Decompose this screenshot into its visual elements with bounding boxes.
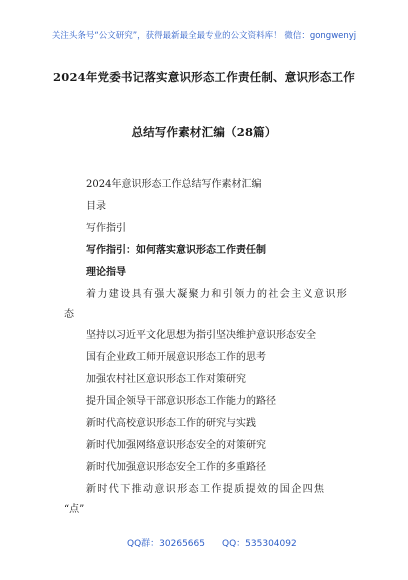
toc-item-9-line-1: 新时代下推动意识形态工作提质提效的国企四焦 [86,484,326,495]
toc-label: 目录 [86,201,106,212]
toc-item-9-line-2: “点” [64,504,85,515]
toc-item-3: 国有企业政工师开展意识形态工作的思考 [86,352,266,363]
toc-item-5: 提升国企领导干部意识形态工作能力的路径 [86,396,276,407]
guide-label: 写作指引 [86,223,126,234]
toc-item-7: 新时代加强网络意识形态安全的对策研究 [86,440,266,451]
doc-name: 2024年意识形态工作总结写作素材汇编 [86,179,262,190]
toc-item-1-line-1: 着力建设具有强大凝聚力和引领力的社会主义意识形 [86,289,349,300]
toc-item-8: 新时代加强意识形态安全工作的多重路径 [86,462,266,473]
qq-group-number: QQ群：30265665 [127,539,205,549]
toc-item-4: 加强农村社区意识形态工作对策研究 [86,374,246,385]
theory-heading: 理论指导 [86,267,126,278]
document-title-line-1: 2024年党委书记落实意识形态工作责任制、意识形态工作 [53,70,355,84]
document-title-line-2: 总结写作素材汇编（28篇） [131,125,277,139]
toc-item-1-line-2: 态 [64,309,74,320]
header-note: 关注头条号“公文研究”，获得最新最全最专业的公文资料库！ 微信：gongwenyj [51,31,357,41]
toc-item-6: 新时代高校意识形态工作的研究与实践 [86,418,256,429]
guide-heading: 写作指引：如何落实意识形态工作责任制 [86,245,266,256]
qq-number: QQ：535304092 [222,539,297,549]
toc-item-2: 坚持以习近平文化思想为指引坚决维护意识形态安全 [86,330,316,341]
